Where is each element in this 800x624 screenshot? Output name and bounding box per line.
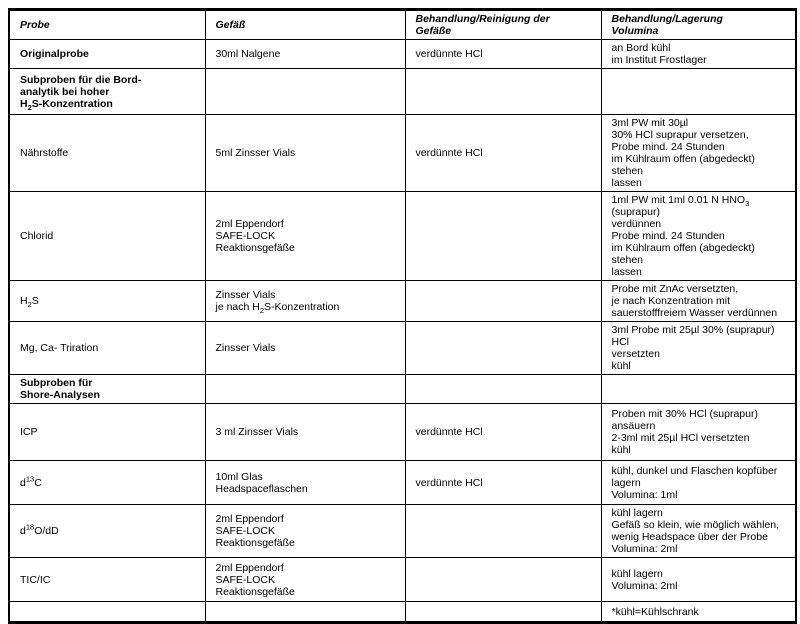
cell-gefaess: 5ml Zinsser Vials	[205, 115, 405, 192]
cell-gefaess	[205, 69, 405, 115]
column-header-reinigung: Behandlung/Reinigung der Gefäße	[405, 10, 601, 40]
sample-handling-table	[8, 8, 797, 624]
cell-reinigung	[405, 322, 601, 375]
cell-probe: Nährstoffe	[9, 115, 205, 192]
table-row	[9, 69, 796, 115]
cell-gefaess: 3 ml Zinsser Vials	[205, 404, 405, 461]
cell-gefaess: Zinsser Vials	[205, 322, 405, 375]
cell-probe: Chlorid	[9, 192, 205, 281]
cell-lagerung	[601, 69, 796, 115]
table-row	[9, 322, 796, 375]
table-row	[9, 40, 796, 69]
table-row	[9, 558, 796, 602]
cell-probe: Subproben für Shore-Analysen	[9, 375, 205, 404]
cell-lagerung	[601, 375, 796, 404]
table-row	[9, 404, 796, 461]
table-row	[9, 192, 796, 281]
cell-reinigung: verdünnte HCl	[405, 40, 601, 69]
cell-reinigung: verdünnte HCl	[405, 115, 601, 192]
table-row	[9, 281, 796, 322]
cell-gefaess	[205, 375, 405, 404]
table-row	[9, 602, 796, 623]
cell-lagerung: 3ml PW mit 30µl 30% HCl suprapur versetzen, Probe mind. 24 Stunden im Kühlraum offen (abgedeckt) stehen lassen	[601, 115, 796, 192]
cell-reinigung	[405, 505, 601, 558]
cell-probe: $d^{18}O/dD$	[9, 505, 205, 558]
cell-probe	[9, 602, 205, 623]
cell-reinigung: verdünnte HCl	[405, 461, 601, 505]
cell-probe: Mg, Ca- Triration	[9, 322, 205, 375]
cell-gefaess: 2ml Eppendorf SAFE-LOCK Reaktionsgefäße	[205, 558, 405, 602]
cell-probe: ICP	[9, 404, 205, 461]
cell-gefaess: 10ml Glas Headspaceflaschen	[205, 461, 405, 505]
cell-lagerung: 1ml PW mit 1ml 0.01 N $HNO_3$ (suprapur) verdünnen Probe mind. 24 Stunden im Kühlraum offen (abgedeckt) stehen lassen	[601, 192, 796, 281]
cell-gefaess: 30ml Nalgene	[205, 40, 405, 69]
cell-lagerung: kühl, dunkel und Flaschen kopfüber lagern Volumina: 1ml	[601, 461, 796, 505]
cell-probe: $d^{13}C$	[9, 461, 205, 505]
cell-lagerung: an Bord kühl im Institut Frostlager	[601, 40, 796, 69]
column-header-lagerung: Behandlung/Lagerung Volumina	[601, 10, 796, 40]
table-row	[9, 375, 796, 404]
cell-lagerung: Probe mit ZnAc versetzten, je nach Konzentration mit sauerstofffreiem Wasser verdünnen	[601, 281, 796, 322]
cell-reinigung	[405, 375, 601, 404]
cell-gefaess: Zinsser Vials je nach $H_2S$-Konzentration	[205, 281, 405, 322]
cell-reinigung	[405, 192, 601, 281]
table-row	[9, 461, 796, 505]
cell-reinigung	[405, 558, 601, 602]
cell-lagerung: Proben mit 30% HCl (suprapur) ansäuern 2-3ml mit 25µl HCl versetzten kühl	[601, 404, 796, 461]
cell-lagerung: kühl lagern Volumina: 2ml	[601, 558, 796, 602]
cell-gefaess: 2ml Eppendorf SAFE-LOCK Reaktionsgefäße	[205, 192, 405, 281]
cell-reinigung	[405, 69, 601, 115]
column-header-gefaess: Gefäß	[205, 10, 405, 40]
cell-reinigung	[405, 602, 601, 623]
cell-probe: $H_2S$	[9, 281, 205, 322]
cell-probe: Originalprobe	[9, 40, 205, 69]
cell-reinigung: verdünnte HCl	[405, 404, 601, 461]
table-row	[9, 115, 796, 192]
cell-lagerung: *kühl=Kühlschrank	[601, 602, 796, 623]
cell-probe: TIC/IC	[9, 558, 205, 602]
column-header-probe: Probe	[9, 10, 205, 40]
cell-gefaess	[205, 602, 405, 623]
cell-lagerung: 3ml Probe mit 25µl 30% (suprapur) HCl versetzten kühl	[601, 322, 796, 375]
cell-lagerung: kühl lagern Gefäß so klein, wie möglich wählen, wenig Headspace über der Probe Volumina: 2ml	[601, 505, 796, 558]
cell-probe: Subproben für die Bord- analytik bei hoher $H_2S$-Konzentration	[9, 69, 205, 115]
cell-reinigung	[405, 281, 601, 322]
table-row	[9, 505, 796, 558]
cell-gefaess: 2ml Eppendorf SAFE-LOCK Reaktionsgefäße	[205, 505, 405, 558]
header-row	[9, 10, 796, 40]
table-body	[9, 40, 796, 623]
